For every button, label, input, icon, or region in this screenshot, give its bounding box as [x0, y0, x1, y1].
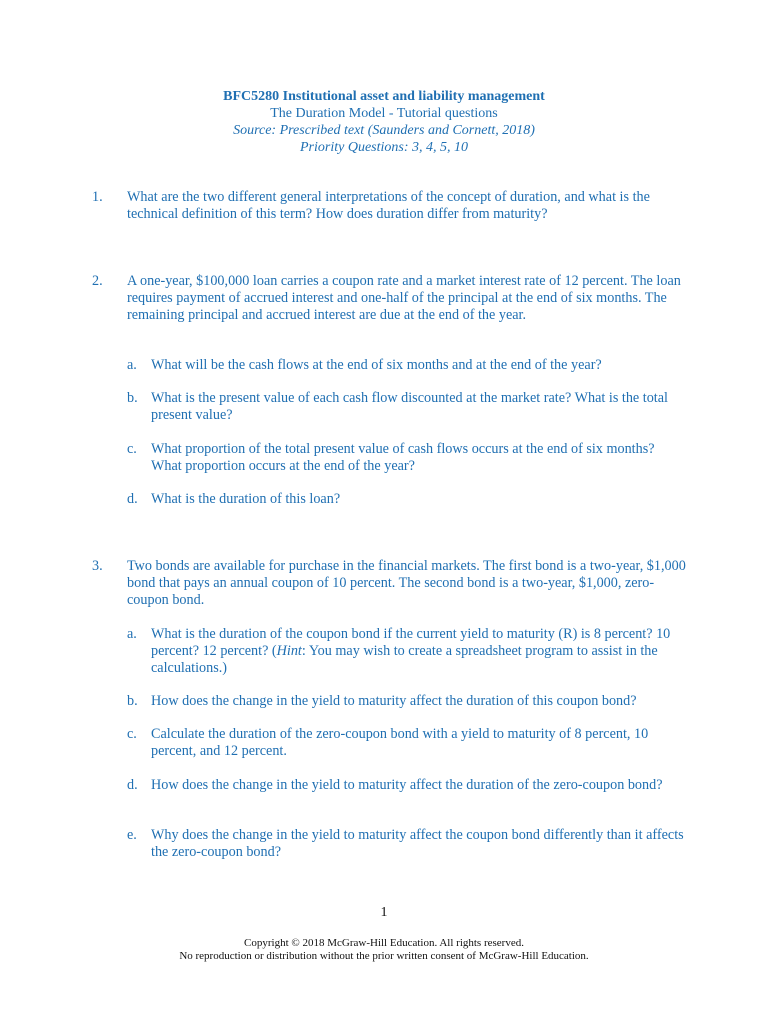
part-letter: d. [127, 491, 138, 507]
question-2-part-a [127, 357, 687, 374]
document-subtitle: The Duration Model - Tutorial questions [270, 106, 498, 121]
part-text: What is the duration of this loan? [151, 491, 341, 507]
question-3 [92, 558, 692, 609]
part-text: Calculate the duration of the zero-coupon bond with a yield to maturity of 8 percent, 10 percent, and 12 percent. [151, 726, 649, 759]
page-number: 1 [380, 905, 388, 920]
priority-line: Priority Questions: 3, 4, 5, 10 [300, 140, 468, 155]
part-letter: b. [127, 390, 138, 406]
question-number: 2. [92, 273, 103, 289]
part-text: What is the present value of each cash flow discounted at the market rate? What is the total present value? [151, 390, 668, 423]
question-3-part-e [127, 827, 687, 861]
part-letter: e. [127, 827, 137, 843]
document-header [0, 88, 768, 156]
question-3-part-d [92, 777, 692, 794]
part-letter: a. [127, 626, 137, 642]
part-letter: d. [127, 777, 138, 793]
question-2-part-c [127, 441, 687, 475]
part-letter: c. [127, 441, 137, 457]
question-number: 1. [92, 189, 103, 205]
question-3-part-a [127, 626, 687, 677]
question-2-part-b [127, 390, 687, 424]
question-2 [92, 273, 692, 324]
source-line: Source: Prescribed text (Saunders and Cornett, 2018) [233, 123, 535, 138]
question-number: 3. [92, 558, 103, 574]
part-text: What will be the cash flows at the end of six months and at the end of the year? [151, 357, 602, 373]
part-text: Why does the change in the yield to maturity affect the coupon bond differently than it affects the zero-coupon bond? [151, 827, 684, 860]
hint-label: Hint [276, 643, 302, 659]
question-text: Two bonds are available for purchase in the financial markets. The first bond is a two-year, $1,000 bond that pays an annual coupon of 10 percent. The second bond is a two-year, $1,000, zero-coupon bond. [127, 558, 686, 608]
question-text: What are the two different general interpretations of the concept of duration, and what is the technical definition of this term? How does duration differ from maturity? [127, 189, 650, 222]
question-3-part-c [127, 726, 687, 760]
part-letter: c. [127, 726, 137, 742]
part-letter: a. [127, 357, 137, 373]
reproduction-notice: No reproduction or distribution without the prior written consent of McGraw-Hill Education. [179, 950, 589, 962]
question-2-part-d [127, 491, 687, 508]
question-1 [92, 189, 692, 223]
part-text: What is the duration of the coupon bond if the current yield to maturity (R) is 8 percent? 10 percent? 12 percent? (Hint: You may wish to create a spreadsheet program to assist in the calculations.) [151, 626, 671, 676]
part-text: What proportion of the total present value of cash flows occurs at the end of six months? What proportion occurs at the end of the year? [151, 441, 655, 474]
copyright-line: Copyright © 2018 McGraw-Hill Education. All rights reserved. [244, 937, 524, 949]
part-text: How does the change in the yield to maturity affect the duration of the zero-coupon bond? [151, 777, 663, 793]
part-text: How does the change in the yield to maturity affect the duration of this coupon bond? [151, 693, 637, 709]
part-letter: b. [127, 693, 138, 709]
question-text: A one-year, $100,000 loan carries a coupon rate and a market interest rate of 12 percent. The loan requires payment of accrued interest and one-half of the principal at the end of six months. The remaining principal and accrued interest are due at the end of the year. [127, 273, 681, 323]
course-title: BFC5280 Institutional asset and liability management [223, 89, 545, 104]
question-3-part-b [127, 693, 687, 710]
copyright-footer [0, 937, 768, 963]
